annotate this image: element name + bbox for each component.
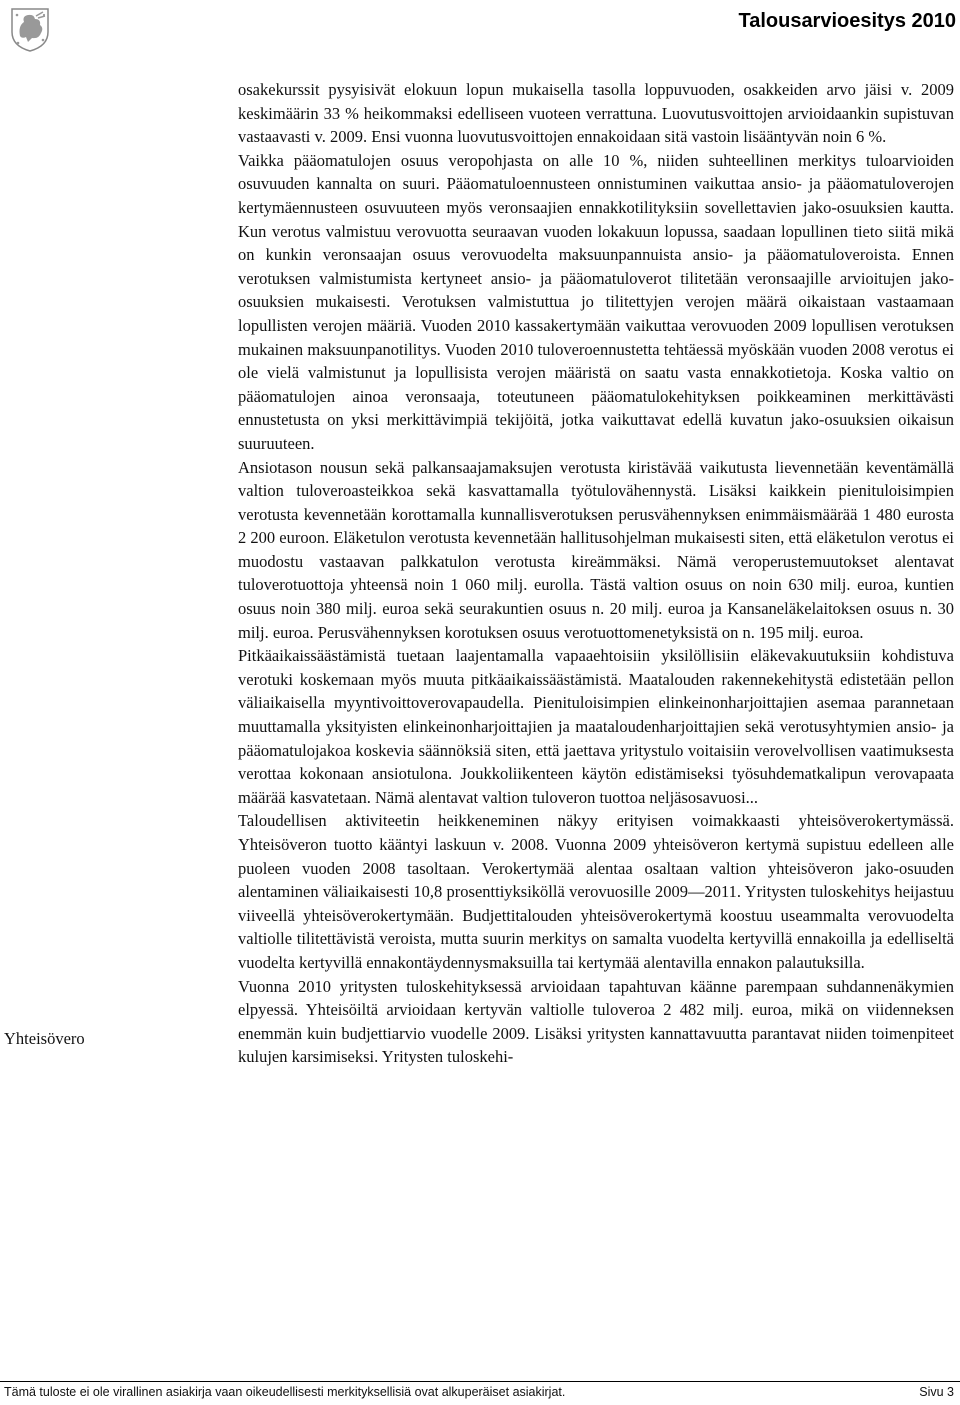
finnish-lion-crest-icon bbox=[8, 6, 52, 52]
paragraph: Vuonna 2010 yritysten tuloskehityksessä arvioidaan tapahtuvan käänne parempaan suhdannenäkymien elpyessä. Yhteisöiltä arvioidaan kertyvän valtiolle tuloveroa 2 482 milj. euroa, mikä on viidenneksen enemmän kuin budjettiarvio vuodelle 2009. Lisäksi yritysten kannattavuutta parantavat niiden toimenpiteet kulujen karsimiseksi. Yritysten tuloskehi- bbox=[238, 976, 954, 1067]
page-header bbox=[0, 0, 960, 64]
paragraph: Taloudellisen aktiviteetin heikkeneminen näkyy erityisen voimakkaasti yhteisöverokertymässä. Yhteisöveron tuotto kääntyi laskuun v. 2008. Vuonna 2009 yhteisöveron kertymä supistuu edelleen alle puoleen vuoden 2008 tasoltaan. Verokertymää alentaa osaltaan valtion yhteisöveron jako-osuuden alentaminen väliaikaisesti 10,8 prosenttiyksiköllä verovuosille 2009—2011. Yritysten tuloskehitys heijastuu viiveellä yhteisöverokertymään. Budjettitalouden yhteisöverokertymä koostuu useammalta verovuodelta valtiolle tilitettävistä veroista, mutta suurin merkitys on samalta vuodelta kertyvillä ennakoilla ja edelliseltä vuodelta kertyvillä ennakontäydennysmaksuilla tai kertymää alentavilla ennakon palautuksilla. bbox=[238, 811, 954, 972]
paragraph: Vaikka pääomatulojen osuus veropohjasta on alle 10 %, niiden suhteellinen merkitys tuloarvioiden osuvuuden kannalta on suuri. Pääomatuloennusteen onnistuminen vaikuttaa ansio- ja pääomatuloverojen kertymäennusteen osuvuuteen myös veronsaajien ennakkotilityksiin sovellettavien jako-osuuksien kautta. Kun verotus valmistuu verovuotta seuraavan vuoden lokakuun lopussa, saadaan lopullinen tieto siitä mikä on kunkin veronsaajan osuus verovuodelta maksuunpannuista ansio- ja pääomatuloveroista. Ennen verotuksen valmistumista kertyneet ansio- ja pääomatuloverot tilitetään veronsaajille arvioitujen jako-osuuksien mukaisesti. Verotuksen valmistuttua jo tilitettyjen verojen määrä oikaistaan vastaamaan lopullisten verojen määriä. Vuoden 2010 kassakertymään vaikuttaa verovuoden 2009 lopullisen verotuksen mukainen maksuunpanotilitys. Vuoden 2010 tuloveroennustetta tehtäessä myöskään vuoden 2008 verotus ei ole vielä valmistunut ja lopullisista verojen määristä on saatu vasta ennakkotietoja. Koska valtio on pääomatulojen ainoa veronsaaja, toteutuneen pääomatulokehityksen poikkeaminen merkittävästi ennustetusta on yksi merkittävimpiä tekijöitä, jotka vaikuttavat edellä kuvatun jako-osuuksien oikaisun suuruuteen. bbox=[238, 150, 954, 453]
paragraph: osakekurssit pysyisivät elokuun lopun mukaisella tasolla loppuvuoden, osakkeiden arvo jäisi v. 2009 keskimäärin 33 % heikommaksi edelliseen vuoteen verrattuna. Luovutusvoittojen arvioidaankin supistuvan vastaavasti v. 2009. Ensi vuonna luovutusvoittojen ennakoidaan sitä vastoin lisääntyvän noin 6 %. bbox=[238, 80, 954, 147]
section-side-label: Yhteisövero bbox=[4, 1029, 85, 1048]
paragraph: Ansiotason nousun sekä palkansaajamaksujen verotusta kiristävää vaikutusta lievennetään keventämällä valtion tuloveroasteikkoa sekä kasvattamalla työtulovähennystä. Lisäksi kaikkein pienituloisimpien verotusta kevennetään korottamalla kunnallisverotuksen perusvähennyksen enimmäismäärää 1 480 eurosta 2 200 euroon. Eläketulon verotusta kevennetään hallitusohjelman mukaisesti siten, että eläketulon verotus ei muodostu vastaavan palkkatulon verotusta kireämmäksi. Nämä veroperustemuutokset alentavat tuloverotuottoja yhteensä noin 1 060 milj. eurolla. Tästä valtion osuus on noin 630 milj. euroa, kuntien osuus noin 380 milj. euroa sekä seurakuntien osuus n. 20 milj. euroa ja Kansaneläkelaitoksen osuus n. 30 milj. euroa. Perusvähennyksen korotuksen osuus verotuottomenetyksistä on n. 195 milj. euroa. bbox=[238, 457, 954, 642]
footer-disclaimer: Tämä tuloste ei ole virallinen asiakirja vaan oikeudellisesti merkityksellisiä ovat alkuperäiset asiakirjat. bbox=[4, 1385, 566, 1399]
document-title: Talousarvioesitys 2010 bbox=[738, 10, 956, 32]
body-text bbox=[238, 78, 954, 1069]
paragraph: Pitkäaikaissäästämistä tuetaan laajentamalla vapaaehtoisiin yksilöllisiin eläkevakuutuksiin kohdistuva verotuki koskemaan myös muuta pitkäaikaissäästämistä. Maatalouden rakennekehitystä edistetään pellon väliaikaisella myyntivoittoverovapaudella. Pienituloisimpien elinkeinonharjoittajien asemaa parannetaan muuttamalla yksityisten elinkeinonharjoittajien ja maataloudenharjoittajien sekä verotusyhtymien ansio- ja pääomatulojakoa koskevia säännöksiä siten, että jaettava yritystulo voitaisiin verovelvollisen vaatimuksesta verottaa kokonaan ansiotulona. Joukkoliikenteen käytön edistämiseksi työsuhdematkalipun verovapaata määrää kasvatetaan. Nämä alentavat valtion tuloveron tuottoa neljäsosavuosi... bbox=[238, 646, 954, 807]
page-number: Sivu 3 bbox=[919, 1385, 954, 1399]
footer-rule bbox=[0, 1381, 960, 1382]
